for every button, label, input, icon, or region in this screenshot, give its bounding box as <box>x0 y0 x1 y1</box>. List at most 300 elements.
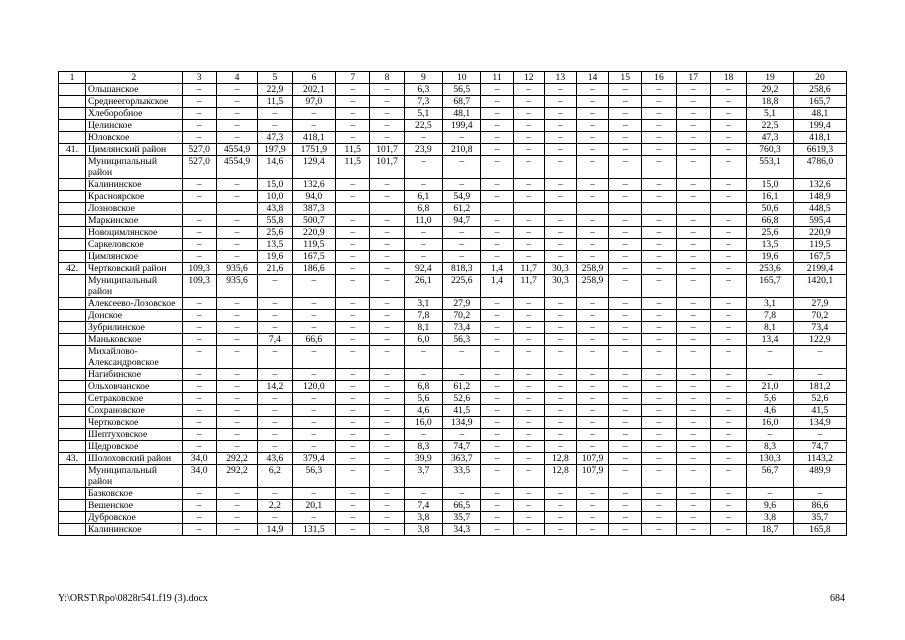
table-cell: 30,3 <box>544 275 576 298</box>
table-cell: 8,3 <box>747 441 794 453</box>
table-cell: 3,8 <box>404 524 442 536</box>
table-cell: 13,4 <box>747 334 794 346</box>
table-cell: 6,8 <box>404 203 442 215</box>
table-cell: – <box>513 441 544 453</box>
row-number <box>59 227 86 239</box>
table-cell: 2199,4 <box>793 263 846 275</box>
table-cell: – <box>544 108 576 120</box>
table-row <box>59 179 847 191</box>
table-cell: 1,4 <box>481 263 513 275</box>
table-cell: – <box>182 310 216 322</box>
table-cell: – <box>576 524 608 536</box>
table-cell: – <box>336 524 370 536</box>
table-cell: 489,9 <box>793 465 846 488</box>
table-cell: – <box>747 429 794 441</box>
table-cell: – <box>481 369 513 381</box>
row-name: Нагибинское <box>85 369 182 381</box>
row-number <box>59 322 86 334</box>
table-cell: – <box>544 310 576 322</box>
table-cell: – <box>710 453 746 465</box>
table-cell: – <box>370 453 404 465</box>
table-cell: – <box>576 298 608 310</box>
table-cell: – <box>609 191 642 203</box>
table-cell: – <box>292 429 336 441</box>
table-cell: – <box>292 512 336 524</box>
table-cell: 134,9 <box>793 417 846 429</box>
table-cell: – <box>336 96 370 108</box>
table-cell: – <box>576 120 608 132</box>
table-row <box>59 334 847 346</box>
table-cell: 220,9 <box>793 227 846 239</box>
table-cell: – <box>642 488 676 500</box>
table-row <box>59 156 847 179</box>
row-number <box>59 524 86 536</box>
table-cell: – <box>642 132 676 144</box>
table-cell: 165,8 <box>793 524 846 536</box>
row-number <box>59 120 86 132</box>
table-cell: – <box>336 120 370 132</box>
footer-file-path: Y:\ORST\Rpo\0828r541.f19 (3).docx <box>58 593 208 604</box>
table-cell: 54,9 <box>443 191 481 203</box>
table-cell: – <box>370 381 404 393</box>
table-cell: 74,7 <box>443 441 481 453</box>
table-cell: 11,5 <box>258 96 292 108</box>
table-cell: – <box>370 417 404 429</box>
table-cell: – <box>292 322 336 334</box>
table-cell: – <box>576 381 608 393</box>
row-number <box>59 298 86 310</box>
column-header: 13 <box>544 72 576 84</box>
table-cell: – <box>258 120 292 132</box>
table-cell: – <box>710 369 746 381</box>
table-cell: 29,2 <box>747 84 794 96</box>
table-cell: – <box>292 441 336 453</box>
table-cell: – <box>216 369 258 381</box>
table-cell: 119,5 <box>793 239 846 251</box>
table-cell: – <box>292 108 336 120</box>
table-cell: 527,0 <box>182 144 216 156</box>
table-cell: – <box>609 334 642 346</box>
table-cell: 73,4 <box>443 322 481 334</box>
table-cell: – <box>676 275 710 298</box>
table-cell: – <box>216 310 258 322</box>
table-cell: – <box>513 239 544 251</box>
table-cell: – <box>336 334 370 346</box>
table-cell: – <box>676 132 710 144</box>
table-cell: 4,6 <box>747 405 794 417</box>
table-cell: 19,6 <box>747 251 794 263</box>
row-number <box>59 346 86 369</box>
table-cell: – <box>370 96 404 108</box>
table-cell: 199,4 <box>443 120 481 132</box>
table-cell: – <box>609 381 642 393</box>
table-cell: – <box>576 96 608 108</box>
table-cell: – <box>182 96 216 108</box>
table-cell: – <box>258 369 292 381</box>
table-cell: – <box>216 500 258 512</box>
table-cell: 48,1 <box>793 108 846 120</box>
table-cell: 10,0 <box>258 191 292 203</box>
table-cell: – <box>710 405 746 417</box>
table-cell: – <box>481 322 513 334</box>
table-cell: – <box>710 298 746 310</box>
table-cell: – <box>513 524 544 536</box>
column-header: 17 <box>676 72 710 84</box>
table-cell: – <box>481 429 513 441</box>
table-cell: 2,2 <box>258 500 292 512</box>
table-cell: 70,2 <box>793 310 846 322</box>
table-cell: – <box>370 465 404 488</box>
table-cell: 68,7 <box>443 96 481 108</box>
table-cell: 134,9 <box>443 417 481 429</box>
table-cell: – <box>609 322 642 334</box>
table-cell: – <box>642 393 676 405</box>
table-cell: – <box>336 310 370 322</box>
table-cell: – <box>676 524 710 536</box>
table-cell: – <box>642 84 676 96</box>
table-cell: 109,3 <box>182 263 216 275</box>
table-cell: – <box>370 322 404 334</box>
table-cell: – <box>513 334 544 346</box>
table-cell: – <box>481 215 513 227</box>
table-cell: – <box>676 453 710 465</box>
table-cell: 119,5 <box>292 239 336 251</box>
table-cell: – <box>710 524 746 536</box>
column-header: 8 <box>370 72 404 84</box>
table-cell: 935,6 <box>216 275 258 298</box>
table-cell: 9,6 <box>747 500 794 512</box>
table-cell: – <box>544 191 576 203</box>
table-cell: – <box>710 84 746 96</box>
table-cell: – <box>481 381 513 393</box>
table-cell: 14,2 <box>258 381 292 393</box>
row-name: Калининское <box>85 179 182 191</box>
table-cell: 527,0 <box>182 156 216 179</box>
table-cell: 66,6 <box>292 334 336 346</box>
row-name: Сохрановское <box>85 405 182 417</box>
table-cell: – <box>481 310 513 322</box>
table-cell: 1,4 <box>481 275 513 298</box>
table-cell: – <box>370 488 404 500</box>
row-name: Шептуховское <box>85 429 182 441</box>
table-row <box>59 275 847 298</box>
table-cell: – <box>336 275 370 298</box>
table-row <box>59 488 847 500</box>
table-row <box>59 132 847 144</box>
table-cell <box>544 203 576 215</box>
table-cell: – <box>710 132 746 144</box>
table-cell: – <box>609 405 642 417</box>
row-number <box>59 417 86 429</box>
table-cell: – <box>576 334 608 346</box>
table-cell: – <box>258 405 292 417</box>
table-cell: 8,1 <box>404 322 442 334</box>
table-cell: – <box>710 346 746 369</box>
table-cell: 120,0 <box>292 381 336 393</box>
table-cell: – <box>216 441 258 453</box>
table-cell: – <box>481 144 513 156</box>
table-cell: – <box>676 251 710 263</box>
row-name: Щедровское <box>85 441 182 453</box>
table-cell: – <box>544 429 576 441</box>
table-cell: – <box>642 156 676 179</box>
table-cell: – <box>676 239 710 251</box>
table-cell: – <box>513 179 544 191</box>
table-cell: – <box>513 322 544 334</box>
table-cell: – <box>370 120 404 132</box>
table-cell: – <box>182 441 216 453</box>
table-cell: – <box>216 417 258 429</box>
table-cell: – <box>676 500 710 512</box>
table-cell: – <box>258 512 292 524</box>
column-header: 6 <box>292 72 336 84</box>
table-cell: 3,1 <box>404 298 442 310</box>
table-cell: 13,5 <box>747 239 794 251</box>
table-cell: 4786,0 <box>793 156 846 179</box>
table-cell: 41,5 <box>793 405 846 417</box>
table-row <box>59 310 847 322</box>
row-number <box>59 369 86 381</box>
table-cell: – <box>642 500 676 512</box>
table-cell: – <box>576 488 608 500</box>
table-cell: 92,4 <box>404 263 442 275</box>
table-cell: – <box>710 500 746 512</box>
table-cell: – <box>513 298 544 310</box>
row-number <box>59 465 86 488</box>
table-cell: – <box>576 156 608 179</box>
footer-page-number: 684 <box>830 593 845 604</box>
table-cell: – <box>576 393 608 405</box>
table-cell: – <box>793 429 846 441</box>
row-name: Цимлянский район <box>85 144 182 156</box>
table-cell: – <box>609 108 642 120</box>
row-name: Дубровское <box>85 512 182 524</box>
table-cell: 7,4 <box>404 500 442 512</box>
table-cell: 52,6 <box>443 393 481 405</box>
table-cell: – <box>710 179 746 191</box>
table-cell: – <box>609 441 642 453</box>
header-row <box>59 72 847 84</box>
table-cell: 33,5 <box>443 465 481 488</box>
table-cell: – <box>216 393 258 405</box>
table-cell: 11,0 <box>404 215 442 227</box>
table-cell: – <box>370 215 404 227</box>
table-cell: – <box>544 417 576 429</box>
table-cell: – <box>336 500 370 512</box>
table-cell: – <box>609 465 642 488</box>
row-number <box>59 275 86 298</box>
table-cell: – <box>642 381 676 393</box>
row-name: Муниципальный район <box>85 275 182 298</box>
table-cell: – <box>336 132 370 144</box>
table-cell: 6619,3 <box>793 144 846 156</box>
table-row <box>59 512 847 524</box>
table-cell: – <box>576 500 608 512</box>
table-cell: – <box>676 227 710 239</box>
table-cell: – <box>370 512 404 524</box>
table-cell: – <box>642 108 676 120</box>
table-cell: – <box>609 453 642 465</box>
table-cell: – <box>676 120 710 132</box>
table-cell: – <box>370 239 404 251</box>
table-cell: – <box>443 488 481 500</box>
table-cell: 1143,2 <box>793 453 846 465</box>
table-cell: 6,2 <box>258 465 292 488</box>
table-cell: 418,1 <box>292 132 336 144</box>
table-cell: – <box>292 417 336 429</box>
table-cell: – <box>370 191 404 203</box>
table-cell: 129,4 <box>292 156 336 179</box>
table-cell: 35,7 <box>793 512 846 524</box>
table-cell: 23,9 <box>404 144 442 156</box>
table-row <box>59 524 847 536</box>
table-cell: – <box>609 144 642 156</box>
table-cell: 14,6 <box>258 156 292 179</box>
table-cell: – <box>642 334 676 346</box>
table-cell: – <box>182 334 216 346</box>
table-cell: – <box>676 191 710 203</box>
table-cell: 5,6 <box>404 393 442 405</box>
table-cell: – <box>609 84 642 96</box>
table-cell: 167,5 <box>793 251 846 263</box>
table-cell: – <box>676 215 710 227</box>
column-header: 4 <box>216 72 258 84</box>
table-cell: – <box>609 215 642 227</box>
row-number <box>59 251 86 263</box>
table-cell: 210,8 <box>443 144 481 156</box>
table-cell: – <box>576 251 608 263</box>
row-number <box>59 203 86 215</box>
table-cell: – <box>443 429 481 441</box>
table-cell: – <box>443 132 481 144</box>
table-cell: – <box>544 393 576 405</box>
table-cell: – <box>216 96 258 108</box>
table-row <box>59 239 847 251</box>
table-cell: – <box>336 453 370 465</box>
table-cell: 97,0 <box>292 96 336 108</box>
table-cell: – <box>481 120 513 132</box>
table-cell: – <box>216 298 258 310</box>
table-cell: – <box>513 156 544 179</box>
table-cell: – <box>370 84 404 96</box>
table-cell: – <box>481 179 513 191</box>
table-cell: – <box>336 346 370 369</box>
table-cell: 47,3 <box>747 132 794 144</box>
table-cell: – <box>609 417 642 429</box>
table-cell: 197,9 <box>258 144 292 156</box>
table-cell: – <box>182 239 216 251</box>
table-cell: – <box>481 227 513 239</box>
table-cell: – <box>258 108 292 120</box>
table-cell: 935,6 <box>216 263 258 275</box>
column-header: 16 <box>642 72 676 84</box>
table-cell: 1751,9 <box>292 144 336 156</box>
table-cell: – <box>292 488 336 500</box>
table-cell: – <box>216 334 258 346</box>
row-number <box>59 156 86 179</box>
table-cell: – <box>370 346 404 369</box>
row-name: Среднеегорлыкское <box>85 96 182 108</box>
table-cell: 43,8 <box>258 203 292 215</box>
row-number <box>59 393 86 405</box>
table-cell: – <box>481 512 513 524</box>
table-cell: – <box>609 393 642 405</box>
column-header: 14 <box>576 72 608 84</box>
table-cell: – <box>481 393 513 405</box>
table-cell: 258,9 <box>576 263 608 275</box>
table-cell: – <box>443 179 481 191</box>
table-cell: – <box>642 453 676 465</box>
table-cell: – <box>642 298 676 310</box>
table-cell: – <box>609 251 642 263</box>
column-header: 10 <box>443 72 481 84</box>
table-cell: – <box>576 310 608 322</box>
table-cell: – <box>292 393 336 405</box>
table-cell: – <box>481 488 513 500</box>
table-cell: – <box>544 215 576 227</box>
table-cell: 94,7 <box>443 215 481 227</box>
table-cell: – <box>336 179 370 191</box>
table-cell: 26,1 <box>404 275 442 298</box>
table-cell: – <box>642 215 676 227</box>
table-cell <box>182 203 216 215</box>
table-cell: – <box>544 322 576 334</box>
table-cell: 101,7 <box>370 156 404 179</box>
row-name: Чертковский район <box>85 263 182 275</box>
table-cell: 258,9 <box>576 275 608 298</box>
table-cell: – <box>404 488 442 500</box>
table-cell: 122,9 <box>793 334 846 346</box>
table-cell: – <box>336 369 370 381</box>
row-number <box>59 512 86 524</box>
table-cell: – <box>216 322 258 334</box>
table-cell: – <box>642 96 676 108</box>
table-cell: – <box>258 310 292 322</box>
table-row <box>59 215 847 227</box>
table-cell: – <box>544 441 576 453</box>
table-cell: – <box>513 144 544 156</box>
table-cell: – <box>642 227 676 239</box>
table-cell: 94,0 <box>292 191 336 203</box>
table-cell: 7,4 <box>258 334 292 346</box>
table-cell: – <box>642 120 676 132</box>
table-row <box>59 203 847 215</box>
table-cell: 11,5 <box>336 144 370 156</box>
row-name: Муниципальный район <box>85 465 182 488</box>
table-cell: – <box>513 453 544 465</box>
table-cell: – <box>544 144 576 156</box>
table-cell: – <box>481 191 513 203</box>
table-cell: – <box>513 132 544 144</box>
table-cell: – <box>513 251 544 263</box>
table-cell: 132,6 <box>292 179 336 191</box>
table-cell: – <box>404 346 442 369</box>
table-row <box>59 393 847 405</box>
table-cell: – <box>676 441 710 453</box>
table-cell: – <box>642 322 676 334</box>
table-cell: – <box>642 275 676 298</box>
row-name: Сетраковское <box>85 393 182 405</box>
table-cell: 21,0 <box>747 381 794 393</box>
row-number <box>59 132 86 144</box>
table-cell: 11,7 <box>513 275 544 298</box>
table-cell: – <box>609 275 642 298</box>
table-cell: 500,7 <box>292 215 336 227</box>
table-cell: – <box>182 512 216 524</box>
row-number <box>59 441 86 453</box>
table-cell: 12,8 <box>544 453 576 465</box>
table-cell: – <box>443 251 481 263</box>
